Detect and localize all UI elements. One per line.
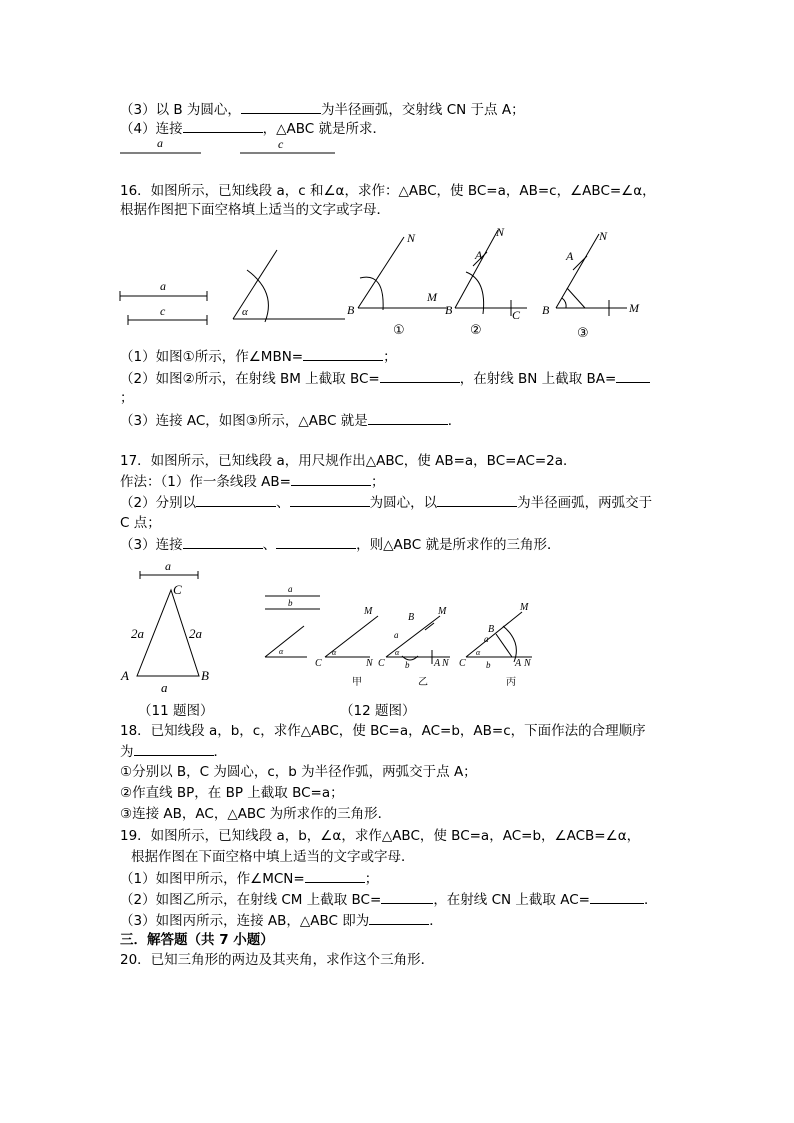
label-a: a — [157, 136, 163, 150]
side-ab-label: a — [161, 680, 168, 695]
point-m-label: M — [438, 606, 447, 617]
answer-blank[interactable] — [134, 742, 214, 756]
label-c: c — [278, 137, 284, 151]
answer-blank[interactable] — [380, 369, 460, 383]
point-c-label: C — [315, 658, 322, 669]
q17-stem: 17．如图所示，已知线段 a，用尺规作出△ABC，使 AB=a，BC=AC=2a． — [120, 453, 577, 469]
figure-label-jia: 甲 — [352, 677, 362, 688]
q16-step3: （3）连接 AC，如图③所示，△ABC 就是 ． — [120, 413, 462, 429]
q16-stem-line2: 根据作图把下面空格填上适当的文字或字母． — [120, 202, 390, 218]
tick-mark — [573, 256, 587, 270]
point-b-label: B — [542, 303, 550, 317]
q19-step3: （3）如图丙所示，连接 AB，△ABC 即为 ． — [120, 913, 443, 929]
point-m-label: M — [364, 606, 373, 617]
q15-segments-figure — [115, 135, 345, 157]
angle-arc — [562, 298, 566, 308]
point-a-label: A — [475, 248, 483, 262]
arc — [360, 277, 383, 310]
q15-step4: （4）连接 ，△ABC 就是所求． — [120, 121, 386, 137]
answer-blank[interactable] — [290, 493, 370, 507]
alpha-label: α — [395, 648, 400, 657]
point-n-label: N — [407, 231, 416, 245]
answer-blank[interactable] — [305, 869, 365, 883]
answer-blank[interactable] — [381, 890, 433, 904]
answer-blank[interactable] — [616, 369, 650, 383]
q17-step1: 作法：（1）作一条线段 AB= ； — [120, 474, 385, 490]
q16-figure — [115, 222, 655, 342]
point-c-label: C — [459, 658, 466, 669]
answer-blank[interactable] — [291, 472, 371, 486]
point-b-label: B — [488, 624, 495, 635]
point-b-label: B — [201, 668, 209, 683]
q17-step2: （2）分别以 、 为圆心，以 为半径画弧，两弧交于 — [120, 495, 653, 511]
alpha-label: α — [279, 647, 284, 656]
label-b: b — [405, 660, 410, 670]
side-ac-label: 2a — [131, 626, 144, 641]
answer-blank[interactable] — [183, 535, 263, 549]
q19-stem-line2: 根据作图在下面空格中填上适当的文字或字母． — [131, 849, 415, 865]
point-b-label: B — [445, 303, 453, 317]
alpha-label: α — [476, 648, 481, 657]
answer-blank[interactable] — [303, 347, 383, 361]
ray-bn — [455, 230, 498, 308]
q18-option-1: ①分别以 B，C 为圆心，c，b 为半径作弧，两弧交于点 A； — [120, 764, 477, 780]
point-b-label: B — [408, 612, 415, 623]
label-a: a — [394, 630, 399, 640]
figure-11-caption: （11 题图） — [138, 703, 214, 719]
alpha-label: α — [242, 306, 248, 318]
answer-blank[interactable] — [276, 535, 356, 549]
q19-stem-line1: 19．如图所示，已知线段 a，b，∠α，求作△ABC，使 BC=a，AC=b，∠ACB=∠α， — [120, 828, 641, 844]
answer-blank[interactable] — [368, 411, 448, 425]
point-c-label: C — [173, 582, 182, 597]
point-a-label: A — [515, 658, 522, 669]
point-a-label: A — [566, 249, 574, 263]
figure-label-bing: 丙 — [506, 677, 516, 688]
point-m-label: M — [427, 290, 437, 304]
q16-step1: （1）如图①所示，作∠MBN= ； — [120, 349, 397, 365]
answer-blank[interactable] — [369, 911, 429, 925]
angle-ray — [233, 250, 277, 319]
answer-blank[interactable] — [196, 493, 276, 507]
q18-stem-line2: 为 ． — [120, 744, 227, 760]
q19-step2: （2）如图乙所示，在射线 CM 上截取 BC= ，在射线 CN 上截取 AC= ． — [120, 892, 658, 908]
q17-step2-wrap: C 点； — [120, 515, 161, 531]
point-n-label: N — [366, 658, 373, 669]
point-n-label: N — [599, 229, 608, 243]
q18-stem-line1: 18．已知线段 a，b，c，求作△ABC，使 BC=a，AC=b，AB=c，下面作法的合理顺序 — [120, 723, 646, 739]
point-n-label: N — [496, 225, 505, 239]
figure-11 — [115, 558, 225, 698]
point-c-label: C — [378, 658, 385, 669]
q19-step1: （1）如图甲所示，作∠MCN= ； — [120, 871, 379, 887]
point-c-label: C — [512, 308, 521, 322]
q20-text: 20．已知三角形的两边及其夹角，求作这个三角形． — [120, 952, 435, 968]
q18-option-3: ③连接 AB，AC，△ABC 为所求作的三角形． — [120, 806, 392, 822]
figure-12-caption: （12 题图） — [340, 703, 416, 719]
q16-step2-wrap: ； — [120, 390, 134, 406]
point-m-label: M — [629, 301, 639, 315]
ray-bn — [556, 234, 599, 308]
point-a-label: A — [434, 658, 441, 669]
answer-blank[interactable] — [437, 493, 517, 507]
label-a: a — [165, 559, 171, 573]
q18-option-2: ②作直线 BP，在 BP 上截取 BC=a； — [120, 785, 344, 801]
label-a: a — [288, 584, 293, 594]
answer-blank[interactable] — [183, 119, 263, 133]
label-a: a — [160, 279, 166, 293]
q16-step2: （2）如图②所示，在射线 BM 上截取 BC= ，在射线 BN 上截取 BA= — [120, 369, 650, 388]
label-b: b — [486, 660, 491, 670]
alpha-label: α — [332, 648, 337, 657]
q17-step3: （3）连接 、 ，则△ABC 就是所求作的三角形． — [120, 537, 561, 553]
answer-blank[interactable] — [241, 100, 321, 114]
label-c: c — [160, 304, 166, 318]
figure-number: ③ — [577, 326, 589, 341]
q16-stem-line1: 16．如图所示，已知线段 a，c 和∠α，求作：△ABC，使 BC=a，AB=c，∠ABC=∠α， — [120, 183, 656, 199]
figure-number: ② — [470, 323, 482, 338]
label-b: b — [288, 598, 293, 608]
ray-bn — [358, 237, 404, 308]
label-a: a — [484, 634, 489, 644]
answer-blank[interactable] — [590, 890, 644, 904]
q15-step3: （3）以 B 为圆心， 为半径画弧，交射线 CN 于点 A； — [120, 102, 525, 118]
point-a-label: A — [121, 668, 129, 683]
figure-label-yi: 乙 — [418, 677, 428, 688]
point-n-label: N — [524, 658, 531, 669]
side-bc-label: 2a — [189, 626, 202, 641]
arc — [247, 270, 268, 322]
section-title: 三．解答题（共 7 小题） — [120, 932, 274, 948]
figure-12 — [260, 582, 540, 692]
point-n-label: N — [442, 658, 449, 669]
point-b-label: B — [347, 303, 355, 317]
figure-number: ① — [393, 323, 405, 338]
point-m-label: M — [520, 602, 529, 613]
segment-ac — [567, 288, 585, 308]
